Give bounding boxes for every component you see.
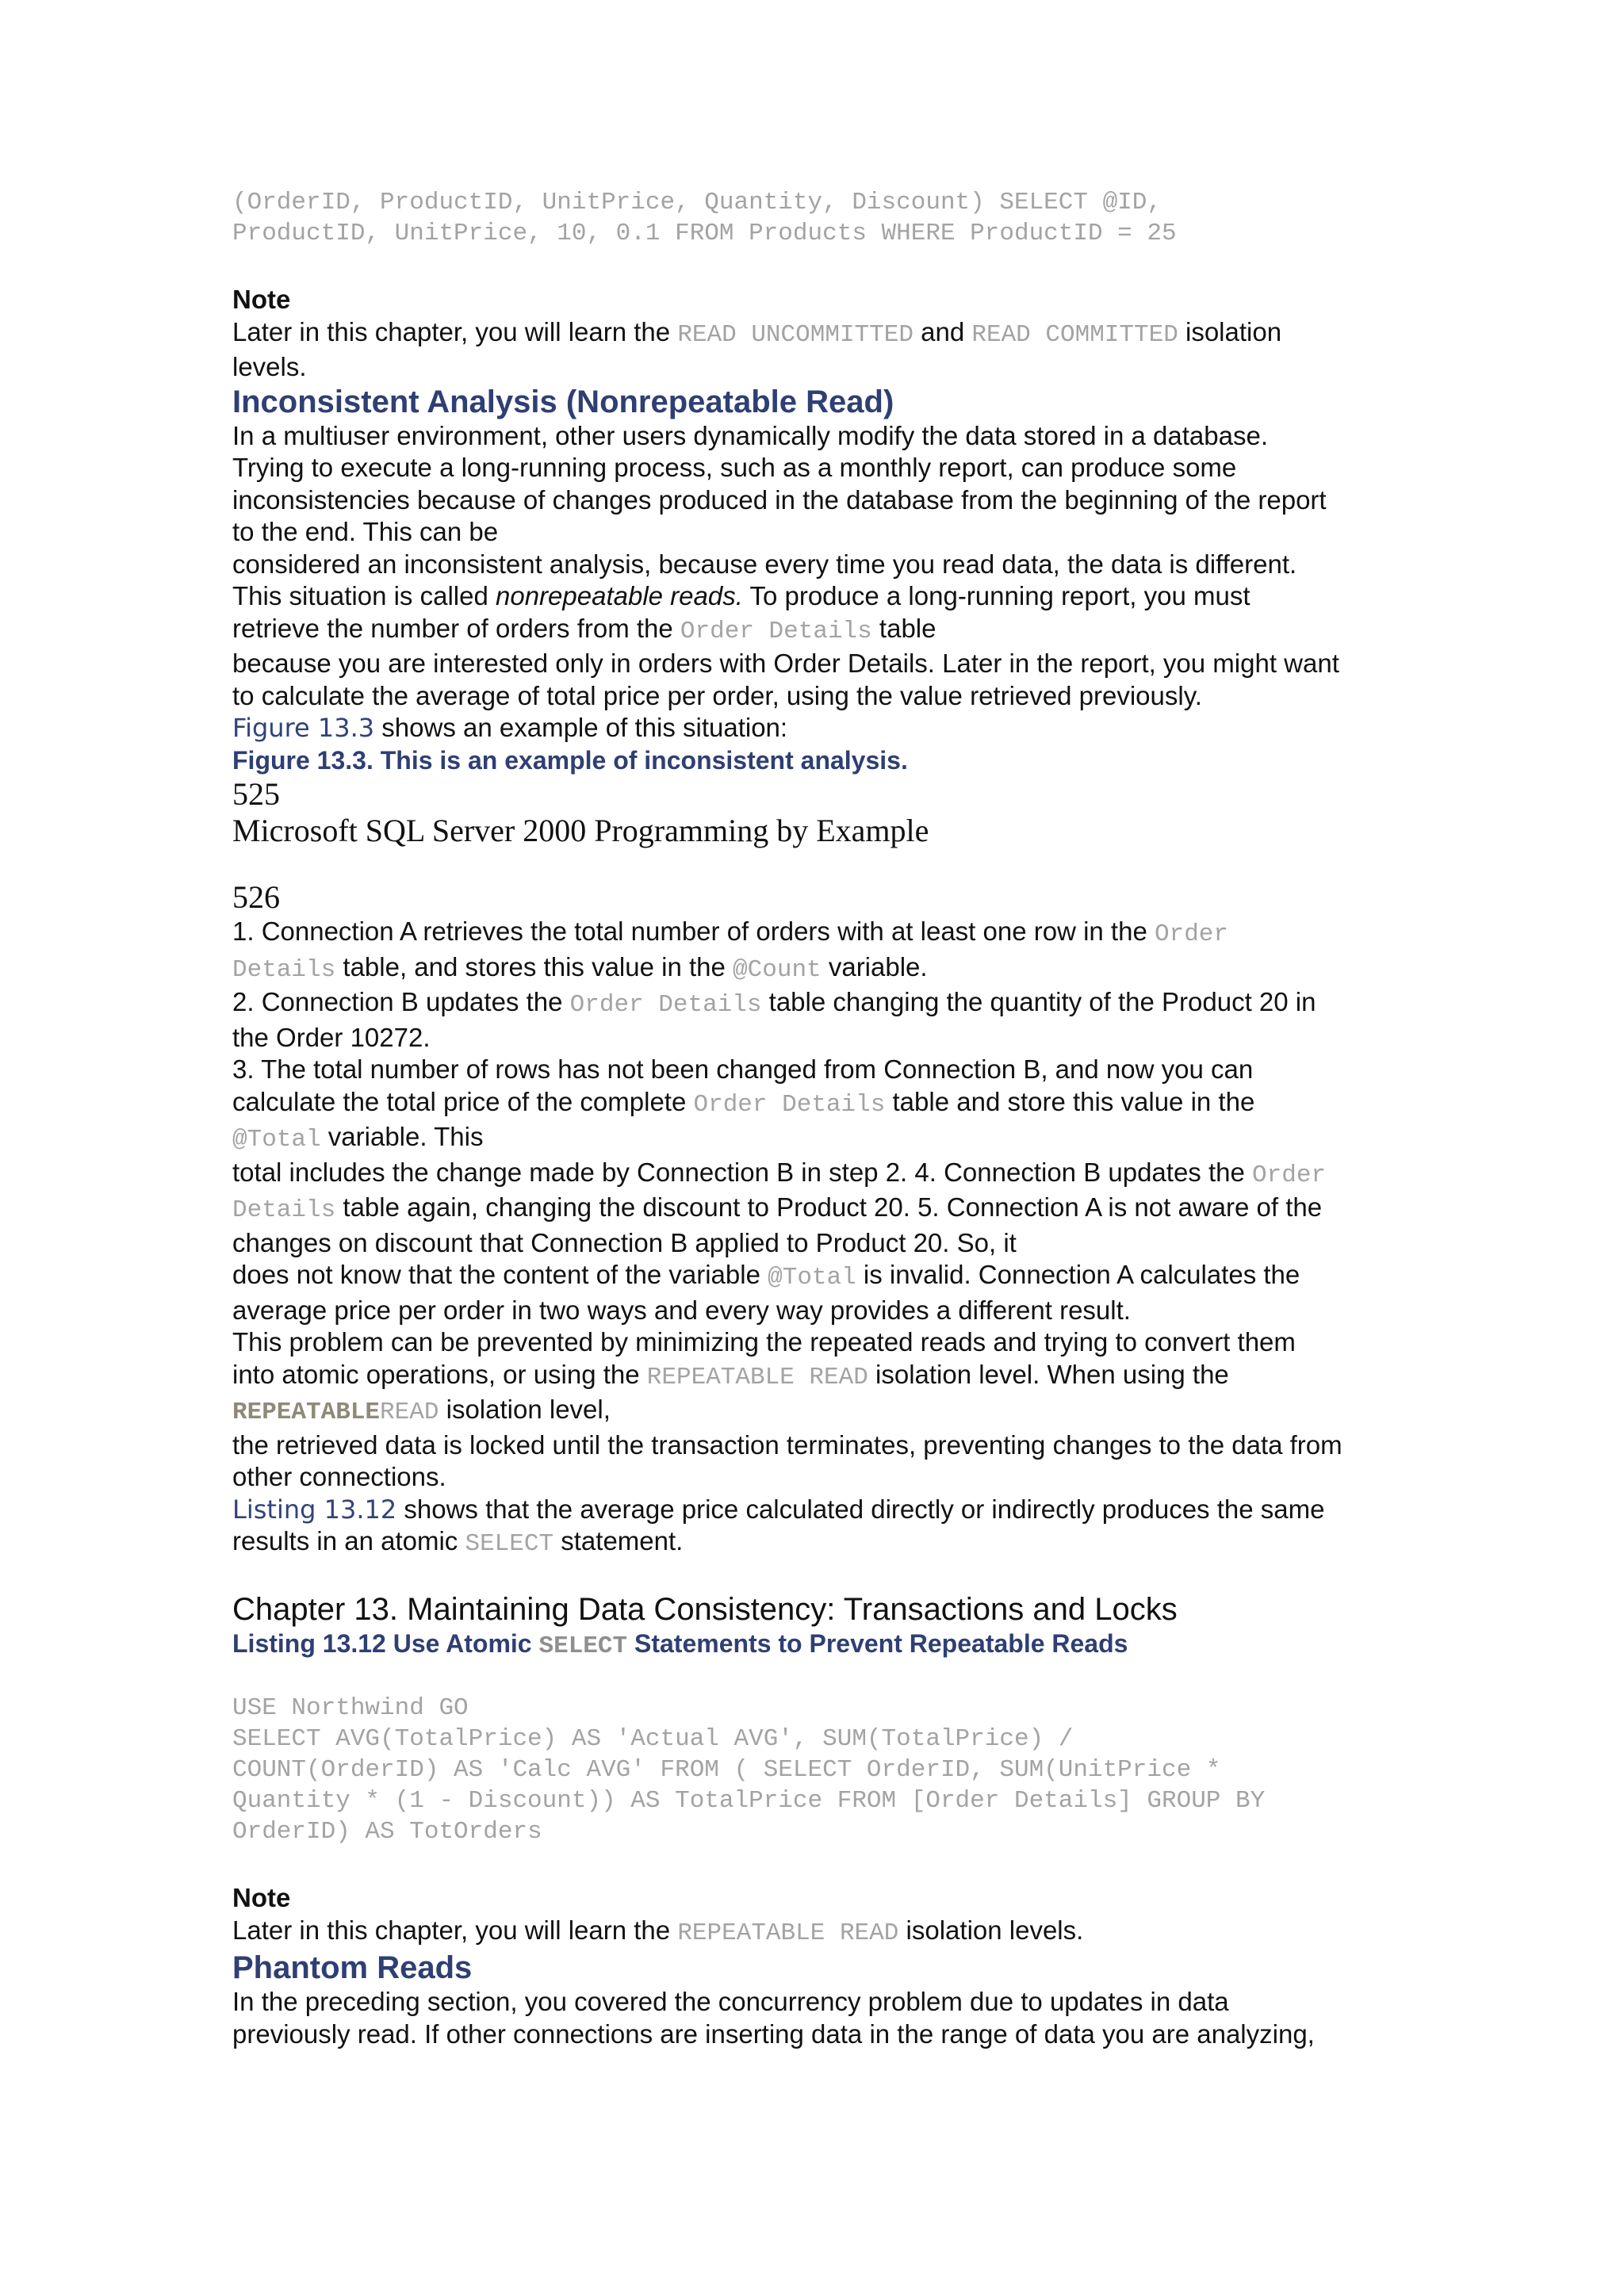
figure-link[interactable]: Figure 13.3 <box>232 713 375 743</box>
note-text: Later in this chapter, you will learn the READ UNCOMMITTED and READ COMMITTED isolation <box>232 316 1282 349</box>
list-item-continued: Details table, and stores this value in the @Count variable. <box>232 951 928 984</box>
code-line: SELECT AVG(TotalPrice) AS 'Actual AVG', SUM(TotalPrice) / <box>232 1725 1074 1753</box>
paragraph <box>232 1986 1398 2050</box>
inline-code: REPEATABLE READ <box>646 1363 868 1391</box>
text-line: previously read. If other connections are inserting data in the range of data you are analyzing, <box>232 2019 1315 2049</box>
document-page <box>232 187 1398 2050</box>
code-line: COUNT(OrderID) AS 'Calc AVG' FROM ( SELECT OrderID, SUM(UnitPrice * <box>232 1756 1221 1784</box>
text-line: to the end. This can be <box>232 517 499 546</box>
page-break <box>232 776 1398 916</box>
list-item-continued: total includes the change made by Connection B in step 2. 4. Connection B updates the Order <box>232 1157 1327 1189</box>
text-line: to calculate the average of total price per order, using the value retrieved previously. <box>232 680 1202 710</box>
list-item-continued: does not know that the content of the variable @Total is invalid. Connection A calculates the <box>232 1260 1300 1292</box>
code-line: Quantity * (1 - Discount)) AS TotalPrice FROM [Order Details] GROUP BY <box>232 1787 1266 1815</box>
chapter-title: Chapter 13. Maintaining Data Consistency: Transactions and Locks <box>232 1591 1178 1627</box>
inline-code: READ <box>380 1399 439 1426</box>
text-line: Figure 13.3 shows an example of this situation: <box>232 713 788 743</box>
text-line: In the preceding section, you covered the concurrency problem due to updates in data <box>232 1987 1229 2016</box>
page-number: 525 <box>232 776 280 812</box>
text-line: In a multiuser environment, other users dynamically modify the data stored in a database. <box>232 420 1269 450</box>
list-item-continued: @Total variable. This <box>232 1122 484 1154</box>
text-line: This situation is called nonrepeatable reads. To produce a long-running report, you must <box>232 581 1251 610</box>
note-label: Note <box>232 285 291 314</box>
list-item: 2. Connection B updates the Order Details table changing the quantity of the Product 20 in <box>232 987 1316 1019</box>
note-text: Later in this chapter, you will learn the REPEATABLE READ isolation levels. <box>232 1915 1084 1947</box>
listing-link[interactable]: Listing 13.12 <box>232 1494 397 1525</box>
text-line: other connections. <box>232 1462 446 1491</box>
code-listing <box>232 1693 1398 1847</box>
inline-code: SELECT <box>465 1530 554 1558</box>
note-text: levels. <box>232 352 307 381</box>
list-item-continued: calculate the total price of the complete Order Details table and store this value in the <box>232 1086 1255 1119</box>
list-item-continued: Details table again, changing the discount to Product 20. 5. Connection A is not aware of the <box>232 1192 1323 1224</box>
figure-caption: Figure 13.3. This is an example of inconsistent analysis. <box>232 745 908 775</box>
code-line: ProductID, UnitPrice, 10, 0.1 FROM Products WHERE ProductID = 25 <box>232 220 1177 247</box>
inline-code: Order Details <box>680 617 872 645</box>
inline-code: REPEATABLE READ <box>677 1919 899 1947</box>
text-line: the retrieved data is locked until the transaction terminates, preventing changes to the data from <box>232 1429 1342 1460</box>
page-number: 526 <box>232 879 280 915</box>
list-item-continued: the Order 10272. <box>232 1022 431 1052</box>
paragraph <box>232 1326 1398 1561</box>
paragraph <box>232 420 1398 777</box>
text-line: inconsistencies because of changes produced in the database from the beginning of the report <box>232 484 1327 515</box>
list-item-continued: average price per order in two ways and every way provides a different result. <box>232 1295 1131 1325</box>
text-line: into atomic operations, or using the REPEATABLE READ isolation level. When using the <box>232 1359 1229 1391</box>
note-block <box>232 284 1398 384</box>
steps-list <box>232 916 1398 1326</box>
inline-code: READ UNCOMMITTED <box>677 320 914 349</box>
list-item: 1. Connection A retrieves the total number of orders with at least one row in the Order <box>232 916 1228 948</box>
text-line: retrieve the number of orders from the Order Details table <box>232 613 936 645</box>
text-line: results in an atomic SELECT statement. <box>232 1526 684 1558</box>
code-snippet-top <box>232 187 1398 249</box>
text-line: because you are interested only in orders with Order Details. Later in the report, you might want <box>232 649 1339 678</box>
text-line: REPEATABLEREAD isolation level, <box>232 1395 611 1426</box>
list-item: 3. The total number of rows has not been changed from Connection B, and now you can <box>232 1054 1254 1084</box>
text-line: Listing 13.12 shows that the average price calculated directly or indirectly produces the same <box>232 1494 1325 1525</box>
section-heading: Inconsistent Analysis (Nonrepeatable Read) <box>232 384 894 419</box>
listing-caption: Listing 13.12 Use Atomic SELECT Statements to Prevent Repeatable Reads <box>232 1628 1128 1660</box>
list-item-continued: changes on discount that Connection B applied to Product 20. So, it <box>232 1227 1017 1257</box>
inline-code: READ COMMITTED <box>971 320 1178 349</box>
inline-code: REPEATABLE <box>232 1399 381 1426</box>
text-line: This problem can be prevented by minimizing the repeated reads and trying to convert them <box>232 1327 1296 1357</box>
note-block <box>232 1882 1398 1950</box>
book-title-footer: Microsoft SQL Server 2000 Programming by Example <box>232 813 929 848</box>
code-line: USE Northwind GO <box>232 1694 469 1722</box>
code-line: (OrderID, ProductID, UnitPrice, Quantity, Discount) SELECT @ID, <box>232 189 1162 216</box>
section-heading: Phantom Reads <box>232 1950 473 1985</box>
text-line: considered an inconsistent analysis, because every time you read data, the data is different. <box>232 549 1297 579</box>
note-label: Note <box>232 1883 291 1912</box>
code-line: OrderID) AS TotOrders <box>232 1818 542 1846</box>
text-line: Trying to execute a long-running process, such as a monthly report, can produce some <box>232 453 1237 482</box>
